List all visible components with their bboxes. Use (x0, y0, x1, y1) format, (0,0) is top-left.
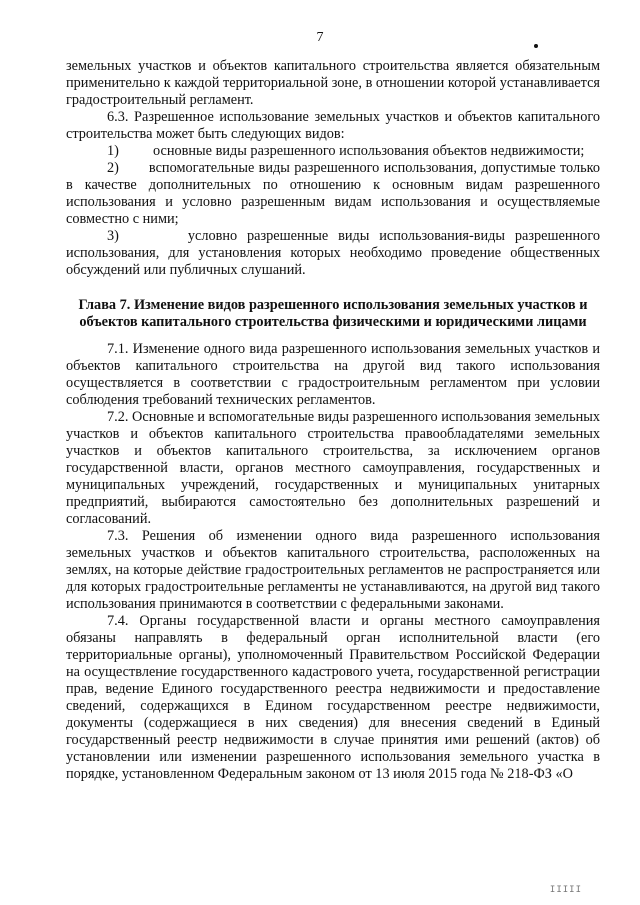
list-item-3 (66, 228, 600, 279)
list-item-text: вспомогательные виды разрешенного использования, допустимые только в качестве дополнительных по отношению к основным видам разрешенного использования и условно разрешенным видам использования и осуществляемые совместно с ними; (66, 160, 600, 227)
list-item-number: 1) (107, 143, 119, 159)
list-item-number: 3) (107, 228, 119, 244)
list-item-text: основные виды разрешенного использования объектов недвижимости; (153, 143, 585, 159)
footer-scan-mark: IIIII (549, 885, 582, 895)
paragraph-7-4: 7.4. Органы государственной власти и органы местного самоуправления обязаны направлять в федеральный орган исполнительной власти (его территориальные органы), уполномоченный Правительством Российской Федерации на осуществление государственного кадастрового учета, государственной регистрации прав, ведение Единого государственного реестра недвижимости и предоставление сведений, содержащихся в Едином государственном реестре недвижимости, документы (содержащиеся в них сведения) для внесения сведений в Единый государственный реестр недвижимости в случае принятия ими решений (актов) об установлении или изменении разрешенного использования земельного участка в порядке, установленном Федеральным законом от 13 июля 2015 года № 218-ФЗ «О (66, 613, 600, 782)
paragraph-7-1: 7.1. Изменение одного вида разрешенного использования земельных участков и объектов капитального строительства на другой вид такого использования осуществляется в соответствии с градостроительным регламентом при условии соблюдения требований технических регламентов. (66, 341, 600, 408)
document-body (66, 58, 600, 783)
page-number: 7 (316, 30, 324, 45)
list-item-2 (66, 160, 600, 228)
paragraph-7-2: 7.2. Основные и вспомогательные виды разрешенного использования земельных участков и объектов капитального строительства правообладателями земельных участков и объектов капитального строительства, за исключением органов государственной власти, органов местного самоуправления, государственных и муниципальных учреждений, государственных и муниципальных унитарных предприятий, выбираются самостоятельно без дополнительных разрешений и согласований. (66, 409, 600, 527)
list-item-text: условно разрешенные виды использования-виды разрешенного использования, для установления которых необходимо проведение общественных обсуждений или публичных слушаний. (66, 228, 600, 278)
paragraph-7-3: 7.3. Решения об изменении одного вида разрешенного использования земельных участков и объектов капитального строительства, расположенных на землях, на которые действие градостроительных регламентов не распространяется или для которых градостроительные регламенты не устанавливаются, на другой вид такого использования принимаются в соответствии с федеральными законами. (66, 528, 600, 612)
paragraph-6-3: 6.3. Разрешенное использование земельных участков и объектов капитального строительства может быть следующих видов: (66, 109, 600, 142)
chapter-title: Глава 7. Изменение видов разрешенного использования земельных участков и объектов капитального строительства физическими и юридическими лицами (78, 297, 588, 330)
list-item-number: 2) (107, 160, 119, 176)
paragraph-continuation: земельных участков и объектов капитального строительства является обязательным применительно к каждой территориальной зоне, в отношении которой устанавливается градостроительный регламент. (66, 58, 600, 108)
scan-mark-dot (534, 44, 538, 48)
list-item-1 (66, 143, 600, 160)
